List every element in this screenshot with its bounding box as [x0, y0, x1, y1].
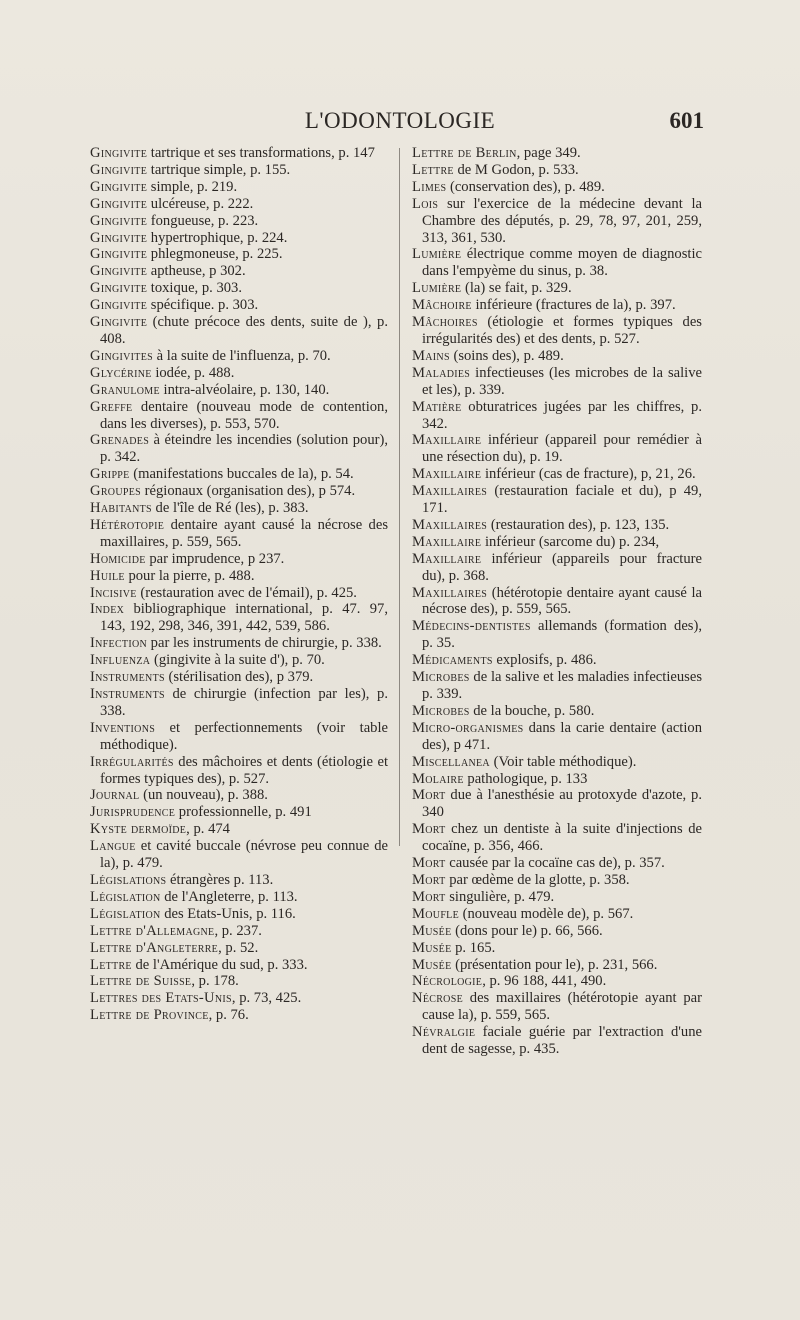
index-entry — [412, 534, 702, 551]
index-term: Musée — [412, 922, 452, 939]
index-reference: et perfectionnements (voir table méthodique). — [100, 719, 388, 753]
index-entry — [412, 855, 702, 872]
index-term: Grippe — [90, 466, 130, 483]
index-entry — [412, 957, 702, 974]
index-term: Jurisprudence — [90, 804, 176, 821]
index-entry — [90, 872, 388, 889]
index-term: Mort — [412, 855, 446, 872]
index-term: Lettre de Berlin — [412, 145, 517, 161]
index-entry — [412, 145, 702, 162]
index-entry — [412, 399, 702, 433]
index-reference: , p. 96 188, 441, 490. — [482, 973, 607, 990]
index-term: Nécrologie — [412, 973, 483, 990]
index-term: Gingivite — [90, 314, 148, 331]
index-entry — [412, 872, 702, 889]
index-term: Gingivite — [90, 161, 148, 178]
index-reference: et cavité buccale (névrose peu connue de la), p. 479. — [100, 838, 388, 872]
index-entry — [412, 365, 702, 399]
index-entry — [90, 889, 388, 906]
index-term: Maxillaire — [412, 550, 482, 567]
index-entry — [412, 1024, 702, 1058]
index-reference: (restauration des), p. 123, 135. — [487, 516, 670, 533]
index-reference: à éteindre les incendies (solution pour), p. 342. — [100, 432, 388, 466]
index-entry — [412, 940, 702, 957]
index-entry — [90, 635, 388, 652]
index-entry — [90, 754, 388, 788]
index-term: Glycérine — [90, 364, 152, 381]
index-reference: des Etats-Unis, p. 116. — [160, 905, 296, 922]
index-entry — [90, 720, 388, 754]
index-reference: explosifs, p. 486. — [492, 652, 597, 669]
index-reference: de la bouche, p. 580. — [469, 702, 595, 719]
index-reference: (chute précoce des dents, suite de ), p. 408. — [100, 314, 388, 347]
index-entry — [412, 246, 702, 280]
index-entry — [412, 720, 702, 754]
index-term: Législations — [90, 871, 167, 888]
index-entry — [412, 618, 702, 652]
index-term: Gingivites — [90, 347, 153, 364]
index-entry — [90, 686, 388, 720]
index-entry — [90, 787, 388, 804]
index-term: Instruments — [90, 669, 165, 686]
index-reference: de l'Amérique du sud, p. 333. — [131, 956, 308, 973]
index-reference: (un nouveau), p. 388. — [139, 787, 268, 804]
index-reference: inférieur (sarcome du) p. 234, — [481, 533, 660, 550]
running-header: L'ODONTOLOGIE — [304, 108, 496, 133]
index-reference: (nouveau modèle de), p. 567. — [459, 905, 634, 922]
index-entry — [412, 162, 702, 179]
index-term: Infection — [90, 635, 148, 652]
index-term: Musée — [412, 939, 452, 956]
index-entry — [90, 585, 388, 602]
index-reference: (soins des), p. 489. — [449, 347, 564, 364]
index-term: Hétérotopie — [90, 516, 165, 533]
index-entry — [90, 280, 388, 297]
index-entry — [412, 906, 702, 923]
index-entry — [90, 432, 388, 466]
index-term: Mort — [412, 888, 446, 905]
index-reference: pour la pierre, p. 488. — [124, 567, 255, 584]
index-entry — [90, 314, 388, 348]
index-reference: de chirurgie (infection par les), p. 338. — [100, 686, 388, 719]
index-reference: chez un dentiste à la suite d'injections de cocaïne, p. 356, 466. — [422, 821, 702, 855]
index-entry — [412, 196, 702, 247]
index-entry — [412, 973, 702, 990]
index-term: Micro-organismes — [412, 719, 524, 736]
index-reference: (manifestations buccales de la), p. 54. — [129, 466, 354, 483]
index-reference: tartrique et ses transformations, p. 147 — [147, 145, 375, 161]
index-entry — [90, 399, 388, 433]
index-term: Lettre de Suisse — [90, 973, 192, 990]
index-term: Influenza — [90, 652, 151, 669]
index-term: Microbes — [412, 669, 470, 686]
index-reference: , p. 52. — [218, 939, 259, 956]
index-term: Gingivite — [90, 212, 148, 229]
index-entry — [412, 517, 702, 534]
index-reference: pathologique, p. 133 — [463, 770, 588, 787]
index-reference: ulcéreuse, p. 222. — [147, 195, 254, 212]
index-entry — [412, 787, 702, 821]
index-entry — [90, 179, 388, 196]
index-term: Matière — [412, 398, 462, 415]
index-reference: fongueuse, p. 223. — [147, 212, 259, 229]
index-reference: due à l'anesthésie au protoxyde d'azote, p. 340 — [422, 787, 702, 821]
index-entry — [412, 754, 702, 771]
index-entry — [412, 280, 702, 297]
index-term: Lettre d'Allemagne — [90, 922, 215, 939]
index-term: Gingivite — [90, 195, 148, 212]
index-entry — [90, 500, 388, 517]
column-divider — [399, 148, 400, 846]
index-reference: , p. 76. — [208, 1007, 249, 1024]
index-reference: (étiologie et formes typiques des irrégularités des) et des dents, p. 527. — [422, 314, 702, 347]
index-entry — [412, 179, 702, 196]
index-term: Gingivite — [90, 246, 148, 263]
index-term: Limes — [412, 178, 447, 195]
index-entry — [90, 196, 388, 213]
index-entry — [90, 940, 388, 957]
index-term: Homicide — [90, 550, 146, 567]
index-entry — [90, 957, 388, 974]
index-reference: (gingivite à la suite d'), p. 70. — [150, 652, 325, 669]
index-entry — [90, 652, 388, 669]
index-reference: spécifique. p. 303. — [147, 297, 259, 314]
index-entry — [90, 230, 388, 247]
index-reference: phlegmoneuse, p. 225. — [147, 246, 283, 263]
index-term: Mort — [412, 871, 446, 888]
index-reference: sur l'exercice de la médecine devant la Chambre des députés, p. 29, 78, 97, 201, 259, 313, 361, 530. — [422, 195, 702, 246]
index-term: Médecins-dentistes — [412, 618, 531, 635]
index-reference: par imprudence, p 237. — [145, 550, 285, 567]
index-reference: p. 165. — [451, 939, 496, 956]
index-term: Greffe — [90, 398, 133, 415]
index-entry — [412, 821, 702, 855]
index-reference: allemands (formation des), p. 35. — [422, 618, 702, 652]
index-term: Maxillaires — [412, 516, 488, 533]
index-term: Moufle — [412, 905, 459, 922]
index-entry — [90, 382, 388, 399]
index-term: Kyste dermoïde — [90, 821, 187, 838]
index-term: Journal — [90, 787, 140, 804]
index-reference: inférieure (fractures de la), p. 397. — [471, 297, 676, 314]
index-entry — [412, 314, 702, 348]
index-reference: des mâchoires et dents (étiologie et formes typiques des), p. 527. — [100, 753, 388, 787]
index-entry — [90, 821, 388, 838]
index-reference: inférieur (cas de fracture), p, 21, 26. — [481, 466, 696, 483]
index-term: Mâchoires — [412, 314, 478, 331]
index-reference: infectieuses (les microbes de la salive et les), p. 339. — [422, 364, 702, 398]
index-reference: (restauration faciale et du), p 49, 171. — [422, 483, 702, 517]
index-entry — [90, 162, 388, 179]
page-number: 601 — [669, 108, 704, 133]
index-entry — [90, 838, 388, 872]
index-entry — [412, 551, 702, 585]
index-term: Maxillaire — [412, 533, 482, 550]
index-entry — [90, 568, 388, 585]
index-term: Maxillaire — [412, 432, 482, 449]
index-term: Molaire — [412, 770, 464, 787]
index-entry — [90, 145, 388, 162]
index-reference: (hétérotopie dentaire ayant causé la nécrose des), p. 559, 565. — [422, 584, 702, 618]
index-reference: obturatrices jugées par les chiffres, p. 342. — [422, 398, 702, 432]
index-reference: de la salive et les maladies infectieuses p. 339. — [422, 669, 702, 702]
index-term: Irrégularités — [90, 753, 174, 770]
index-term: Granulome — [90, 381, 160, 398]
index-entry — [90, 1007, 388, 1024]
index-term: Lumière — [412, 280, 462, 297]
index-reference: aptheuse, p 302. — [147, 263, 246, 280]
index-term: Maxillaire — [412, 466, 482, 483]
index-term: Lettre de Province — [90, 1007, 209, 1024]
index-entry — [90, 348, 388, 365]
index-term: Grenades — [90, 432, 150, 449]
index-reference: (conservation des), p. 489. — [446, 178, 605, 195]
index-reference: , p. 178. — [191, 973, 239, 990]
index-reference: , page 349. — [516, 145, 581, 161]
index-term: Lettre d'Angleterre — [90, 939, 219, 956]
index-reference: régionaux (organisation des), p 574. — [140, 483, 356, 500]
index-term: Instruments — [90, 686, 165, 702]
index-reference: tartrique simple, p. 155. — [147, 161, 291, 178]
index-reference: simple, p. 219. — [147, 178, 238, 195]
index-reference: étrangères p. 113. — [166, 871, 274, 888]
index-reference: par les instruments de chirurgie, p. 338. — [147, 635, 382, 652]
index-term: Gingivite — [90, 263, 148, 280]
index-term: Maladies — [412, 364, 471, 381]
index-reference: professionnelle, p. 491 — [175, 804, 312, 821]
index-reference: des maxillaires (hétérotopie ayant par cause la), p. 559, 565. — [422, 990, 702, 1024]
index-reference: par œdème de la glotte, p. 358. — [445, 871, 630, 888]
index-reference: toxique, p. 303. — [147, 280, 242, 297]
index-entry — [412, 466, 702, 483]
index-term: Gingivite — [90, 297, 148, 314]
index-reference: , p. 73, 425. — [231, 990, 302, 1007]
index-reference: dentaire ayant causé la nécrose des maxillaires, p. 559, 565. — [100, 516, 388, 550]
index-term: Mâchoire — [412, 297, 472, 314]
index-entry — [90, 466, 388, 483]
index-term: Législation — [90, 905, 161, 922]
index-term: Musée — [412, 956, 452, 973]
index-term: Gingivite — [90, 145, 148, 161]
index-entry — [412, 652, 702, 669]
index-reference: bibliographique international, p. 47. 97, 143, 192, 298, 346, 391, 442, 539, 586. — [100, 601, 388, 635]
index-entry — [412, 923, 702, 940]
index-term: Habitants — [90, 500, 152, 517]
index-term: Névralgie — [412, 1024, 476, 1041]
index-reference: de l'Angleterre, p. 113. — [160, 888, 298, 905]
index-term: Maxillaires — [412, 483, 488, 500]
index-entry — [90, 263, 388, 280]
index-term: Lettre — [90, 956, 132, 973]
index-entry — [412, 297, 702, 314]
index-reference: de M Godon, p. 533. — [453, 161, 579, 178]
index-reference: à la suite de l'influenza, p. 70. — [152, 347, 331, 364]
index-entry — [412, 585, 702, 619]
index-entry — [90, 669, 388, 686]
index-reference: hypertrophique, p. 224. — [147, 229, 288, 246]
index-reference: (Voir table méthodique). — [489, 753, 637, 770]
index-term: Mort — [412, 787, 446, 804]
index-reference: dentaire (nouveau mode de contention, dans les diverses), p. 553, 570. — [100, 398, 388, 432]
index-entry — [90, 246, 388, 263]
index-term: Huile — [90, 567, 125, 584]
index-entry — [90, 297, 388, 314]
index-reference: iodée, p. 488. — [151, 364, 235, 381]
index-entry — [412, 703, 702, 720]
index-term: Miscellanea — [412, 753, 490, 770]
index-entry — [90, 517, 388, 551]
index-entry — [90, 804, 388, 821]
index-reference: , p. 237. — [214, 922, 262, 939]
index-reference: dans la carie dentaire (action des), p 471. — [422, 719, 702, 753]
index-reference: (restauration avec de l'émail), p. 425. — [136, 584, 357, 601]
index-reference: (présentation pour le), p. 231, 566. — [451, 956, 658, 973]
index-column-left — [90, 145, 388, 1024]
index-reference: intra-alvéolaire, p. 130, 140. — [159, 381, 330, 398]
index-term: Mains — [412, 347, 450, 364]
index-entry — [90, 990, 388, 1007]
index-entry — [412, 889, 702, 906]
index-reference: de l'île de Ré (les), p. 383. — [151, 500, 309, 517]
index-term: Gingivite — [90, 229, 148, 246]
index-entry — [90, 601, 388, 635]
index-term: Mort — [412, 821, 446, 838]
index-term: Inventions — [90, 719, 156, 736]
index-term: Lumière — [412, 246, 462, 263]
index-entry — [90, 551, 388, 568]
index-entry — [90, 213, 388, 230]
index-term: Maxillaires — [412, 584, 488, 601]
index-reference: inférieur (appareil pour remédier à une résection du), p. 19. — [422, 432, 702, 466]
index-term: Médicaments — [412, 652, 493, 669]
index-reference: singulière, p. 479. — [445, 888, 555, 905]
index-term: Groupes — [90, 483, 141, 500]
index-reference: faciale guérie par l'extraction d'une dent de sagesse, p. 435. — [422, 1024, 702, 1058]
index-term: Gingivite — [90, 280, 148, 297]
index-reference: (stérilisation des), p 379. — [164, 669, 314, 686]
index-term: Gingivite — [90, 178, 148, 195]
index-entry — [412, 483, 702, 517]
index-term: Microbes — [412, 702, 470, 719]
index-reference: causée par la cocaïne cas de), p. 357. — [445, 855, 665, 872]
index-reference: électrique comme moyen de diagnostic dans l'empyème du sinus, p. 38. — [422, 246, 702, 280]
index-entry — [412, 771, 702, 788]
index-entry — [90, 906, 388, 923]
index-term: Langue — [90, 838, 136, 855]
index-entry — [412, 669, 702, 703]
index-entry — [90, 973, 388, 990]
index-entry — [412, 348, 702, 365]
index-term: Législation — [90, 888, 161, 905]
index-column-right — [412, 145, 702, 1058]
index-term: Nécrose — [412, 990, 463, 1007]
index-reference: , p. 474 — [186, 821, 230, 838]
index-reference: (la) se fait, p. 329. — [461, 280, 572, 297]
index-term: Lettre — [412, 161, 454, 178]
index-term: Lettres des Etats-Unis — [90, 990, 232, 1007]
index-term: Incisive — [90, 584, 137, 601]
index-reference: inférieur (appareils pour fracture du), p. 368. — [422, 550, 702, 584]
index-entry — [90, 365, 388, 382]
index-reference: (dons pour le) p. 66, 566. — [451, 922, 603, 939]
index-entry — [412, 432, 702, 466]
index-term: Lois — [412, 195, 439, 212]
index-entry — [90, 483, 388, 500]
index-entry — [412, 990, 702, 1024]
index-term: Index — [90, 601, 125, 618]
index-entry — [90, 923, 388, 940]
